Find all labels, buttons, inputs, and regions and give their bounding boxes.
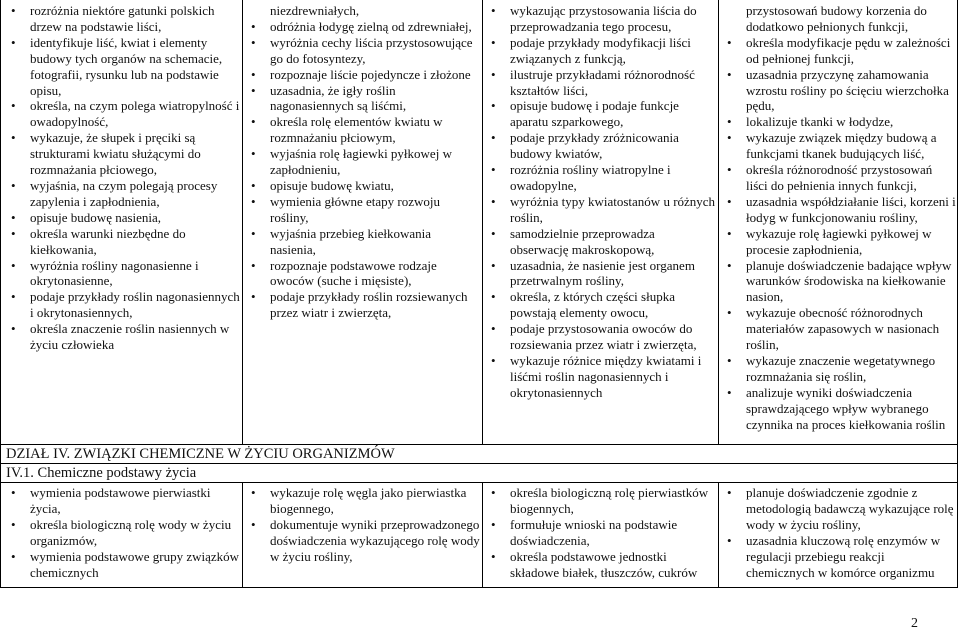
list-item: • określa, na czym polega wiatropylność i owadopylność,: [6, 98, 240, 130]
bottom-col4: [722, 485, 956, 580]
list-item: • określa znaczenie roślin nasiennych w życiu człowieka: [6, 321, 240, 353]
list-item: • określa warunki niezbędne do kiełkowania,: [6, 226, 240, 258]
column-divider-2-bottom: [482, 482, 483, 588]
top-col1: [6, 3, 240, 353]
list-item: • planuje doświadczenie badające wpływ warunków środowiska na kiełkowanie nasion,: [722, 258, 956, 306]
row-divider-3: [0, 482, 958, 483]
bottom-col3: [486, 485, 716, 580]
list-item: • uzasadnia współdziałanie liści, korzeni i łodyg w funkcjonowaniu rośliny,: [722, 194, 956, 226]
list-item: • wyjaśnia przebieg kiełkowania nasienia,: [246, 226, 480, 258]
page-number: 2: [911, 616, 918, 631]
list-item: • wyróżnia cechy liścia przystosowujące go do fotosyntezy,: [246, 35, 480, 67]
column-divider-1: [242, 0, 243, 444]
list-item: • rozróżnia niektóre gatunki polskich drzew na podstawie liści,: [6, 3, 240, 35]
column-divider-2: [482, 0, 483, 444]
list-item: • wykazuje znaczenie wegetatywnego rozmnażania się roślin,: [722, 353, 956, 385]
list-item: • wykazuje różnice między kwiatami i liśćmi roślin nagonasiennych i okrytonasiennych: [486, 353, 716, 401]
list-item: • określa podstawowe jednostki składowe białek, tłuszczów, cukrów: [486, 549, 716, 581]
column-divider-1-bottom: [242, 482, 243, 588]
table-border-bottom: [0, 587, 958, 588]
section-heading: DZIAŁ IV. ZWIĄZKI CHEMICZNE W ŻYCIU ORGANIZMÓW: [6, 446, 395, 462]
list-item: • określa rolę elementów kwiatu w rozmnażaniu płciowym,: [246, 114, 480, 146]
continued-text: przystosowań budowy korzenia do dodatkowo pełnionych funkcji,: [746, 3, 927, 34]
list-item: • podaje przykłady zróżnicowania budowy kwiatów,: [486, 130, 716, 162]
list-item: • opisuje budowę kwiatu,: [246, 178, 480, 194]
top-col3: [486, 3, 716, 401]
list-item: • wykazując przystosowania liścia do przeprowadzania tego procesu,: [486, 3, 716, 35]
list-item: • samodzielnie przeprowadza obserwację makroskopową,: [486, 226, 716, 258]
list-item: • określa biologiczną rolę wody w życiu organizmów,: [6, 517, 240, 549]
list-item: • identyfikuje liść, kwiat i elementy budowy tych organów na schemacie, fotografii, rysunku lub na podstawie opisu,: [6, 35, 240, 99]
list-item: • uzasadnia kluczową rolę enzymów w regulacji przebiegu reakcji chemicznych w komórce organizmu: [722, 533, 956, 581]
list-item: • formułuje wnioski na podstawie doświadczenia,: [486, 517, 716, 549]
list-item: • analizuje wyniki doświadczenia sprawdzającego wpływ wybranego czynnika na proces kiełkowania roślin: [722, 385, 956, 433]
list-item: • wykazuje związek między budową a funkcjami tkanek budujących liść,: [722, 130, 956, 162]
list-item: • odróżnia łodygę zielną od zdrewniałej,: [246, 19, 480, 35]
list-item: • rozpoznaje liście pojedyncze i złożone: [246, 67, 480, 83]
list-item: • rozróżnia rośliny wiatropylne i owadopylne,: [486, 162, 716, 194]
list-item: • wymienia podstawowe grupy związków chemicznych: [6, 549, 240, 581]
row-divider-2: [0, 463, 958, 464]
list-item: • uzasadnia, że igły roślin nagonasiennych są liśćmi,: [246, 83, 480, 115]
list-item: • opisuje budowę i podaje funkcje aparatu szparkowego,: [486, 98, 716, 130]
list-item: • wyróżnia typy kwiatostanów u różnych roślin,: [486, 194, 716, 226]
list-item: • wyjaśnia rolę łagiewki pyłkowej w zapłodnieniu,: [246, 146, 480, 178]
list-item: • wymienia główne etapy rozwoju rośliny,: [246, 194, 480, 226]
list-item: • uzasadnia, że nasienie jest organem przetrwalnym rośliny,: [486, 258, 716, 290]
list-item: • lokalizuje tkanki w łodydze,: [722, 114, 956, 130]
list-item: • dokumentuje wyniki przeprowadzonego doświadczenia wykazującego rolę wody w życiu rośliny,: [246, 517, 480, 565]
list-item: • podaje przykłady modyfikacji liści związanych z funkcją,: [486, 35, 716, 67]
list-item: • określa biologiczną rolę pierwiastków biogennych,: [486, 485, 716, 517]
list-item: • wymienia podstawowe pierwiastki życia,: [6, 485, 240, 517]
column-divider-3: [718, 0, 719, 444]
row-divider-1: [0, 444, 958, 445]
list-item: • wykazuje obecność różnorodnych materiałów zapasowych w nasionach roślin,: [722, 305, 956, 353]
list-item: • uzasadnia przyczynę zahamowania wzrostu rośliny po ścięciu wierzchołka pędu,: [722, 67, 956, 115]
continued-text: niezdrewniałych,: [270, 3, 360, 18]
list-item: • wykazuje rolę węgla jako pierwiastka biogennego,: [246, 485, 480, 517]
bottom-col1: [6, 485, 240, 580]
list-item: • planuje doświadczenie zgodnie z metodologią badawczą wykazujące rolę wody w życiu rośliny,: [722, 485, 956, 533]
list-item: • określa, z których części słupka powstają elementy owocu,: [486, 289, 716, 321]
list-item: • wykazuje rolę łagiewki pyłkowej w procesie zapłodnienia,: [722, 226, 956, 258]
list-item: • podaje przykłady roślin nagonasiennych i okrytonasiennych,: [6, 289, 240, 321]
list-item: • określa modyfikacje pędu w zależności od pełnionej funkcji,: [722, 35, 956, 67]
top-col4: [722, 3, 956, 432]
list-item: • wyjaśnia, na czym polegają procesy zapylenia i zapłodnienia,: [6, 178, 240, 210]
list-item: • określa różnorodność przystosowań liści do pełnienia innych funkcji,: [722, 162, 956, 194]
section-subheading: IV.1. Chemiczne podstawy życia: [6, 465, 197, 481]
bottom-col2: [246, 485, 480, 565]
list-item: • opisuje budowę nasienia,: [6, 210, 240, 226]
top-col2: [246, 3, 480, 321]
table-border-left: [0, 0, 1, 588]
list-item: • wyróżnia rośliny nagonasienne i okrytonasienne,: [6, 258, 240, 290]
list-item: • ilustruje przykładami różnorodność kształtów liści,: [486, 67, 716, 99]
list-item: • podaje przystosowania owoców do rozsiewania przez wiatr i zwierzęta,: [486, 321, 716, 353]
list-item: • podaje przykłady roślin rozsiewanych przez wiatr i zwierzęta,: [246, 289, 480, 321]
column-divider-3-bottom: [718, 482, 719, 588]
list-item: • wykazuje, że słupek i pręciki są strukturami kwiatu służącymi do rozmnażania płciowego,: [6, 130, 240, 178]
list-item: • rozpoznaje podstawowe rodzaje owoców (suche i mięsiste),: [246, 258, 480, 290]
table-border-right: [957, 0, 958, 588]
